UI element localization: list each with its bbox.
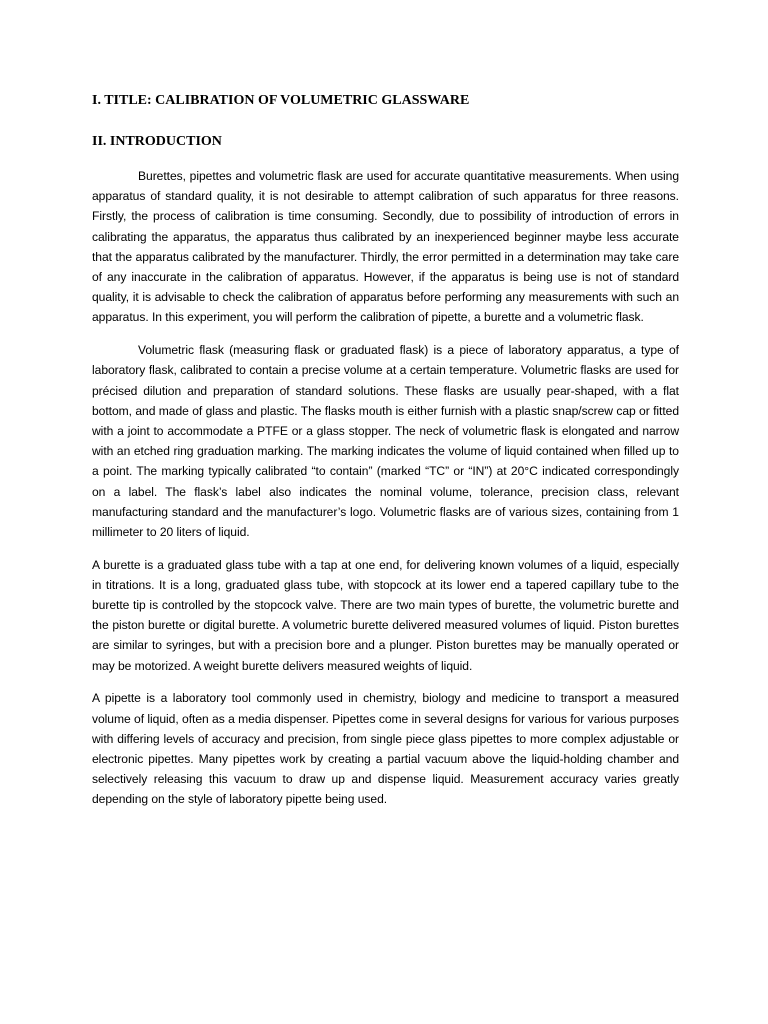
paragraph-pipette: A pipette is a laboratory tool commonly used in chemistry, biology and medicine to transport a measured volume of liquid, often as a media dispenser. Pipettes come in several designs for various for various purposes with differing levels of accuracy and precision, from single piece glass pipettes to more complex adjustable or electronic pipettes. Many pipettes work by creating a partial vacuum above the liquid-holding chamber and selectively releasing this vacuum to draw up and dispense liquid. Measurement accuracy varies greatly depending on the style of laboratory pipette being used. <box>92 691 679 807</box>
introduction-heading: II. INTRODUCTION <box>92 134 222 149</box>
title-heading: I. TITLE: CALIBRATION OF VOLUMETRIC GLASSWARE <box>92 93 470 108</box>
paragraph-burette: A burette is a graduated glass tube with a tap at one end, for delivering known volumes of a liquid, especially in titrations. It is a long, graduated glass tube, with stopcock at its lower end a tapered capillary tube to the burette tip is controlled by the stopcock valve. There are two main types of burette, the volumetric burette and the piston burette or digital burette. A volumetric burette delivered measured volumes of liquid. Piston burettes are similar to syringes, but with a precision bore and a plunger. Piston burettes may be manually operated or may be motorized. A weight burette delivers measured weights of liquid. <box>92 557 679 673</box>
document-page <box>92 92 679 822</box>
paragraph-volumetric-flask: Volumetric flask (measuring flask or graduated flask) is a piece of laboratory apparatus, a type of laboratory flask, calibrated to contain a precise volume at a certain temperature. Volumetric flasks are used for précised dilution and preparation of standard solutions. These flasks are usually pear-shaped, with a flat bottom, and made of glass and plastic. The flasks mouth is either furnish with a plastic snap/screw cap or fitted with a joint to accommodate a PTFE or a glass stopper. The neck of volumetric flask is elongated and narrow with an etched ring graduation marking. The marking indicates the volume of liquid contained when filled up to a point. The marking typically calibrated “to contain” (marked “TC” or “IN”) at 20°C indicated correspondingly on a label. The flask’s label also indicates the nominal volume, tolerance, precision class, relevant manufacturing standard and the manufacturer’s logo. Volumetric flasks are of various sizes, containing from 1 millimeter to 20 liters of liquid. <box>92 343 679 539</box>
paragraph-calibration-overview: Burettes, pipettes and volumetric flask are used for accurate quantitative measurements. When using apparatus of standard quality, it is not desirable to attempt calibration of such apparatus for three reasons. Firstly, the process of calibration is time consuming. Secondly, due to possibility of introduction of errors in calibrating the apparatus, the apparatus thus calibrated by an inexperienced beginner maybe less accurate that the apparatus calibrated by the manufacturer. Thirdly, the error permitted in a determination may take care of any inaccurate in the calibration of apparatus. However, if the apparatus is being use is not of standard quality, it is advisable to check the calibration of apparatus before performing any measurements with such an apparatus. In this experiment, you will perform the calibration of pipette, a burette and a volumetric flask. <box>92 169 679 325</box>
